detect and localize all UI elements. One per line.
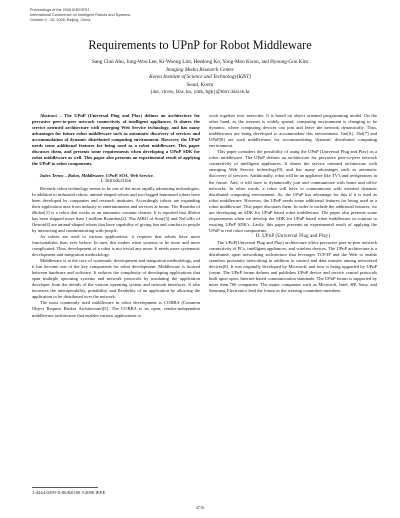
author-lab: Imaging Media Research Center bbox=[166, 66, 234, 73]
proceedings-header bbox=[30, 8, 130, 23]
proceedings-line-1: Proceedings of the 2006 IEEE/RSJ bbox=[30, 8, 90, 12]
proceedings-line-2: International Conference on Intelligent Robots and Systems bbox=[30, 13, 131, 17]
paper-title: Requirements to UPnP for Robot Middleware bbox=[88, 38, 312, 52]
intro-paragraph-3: Middleware is at the core of systematic development and integration methodology, and it has become one of the key components for robot development. Middleware is located between hardware and software. It reduces the complexity of developing applications that span multiple operating systems and network protocols by insulating the application developer from the details of the various operating system and network interfaces. It also increases the interoperability, portability, and flexibility of an application by allowing the application to be distributed over the network. bbox=[32, 258, 200, 300]
left-column bbox=[32, 113, 200, 319]
author-names: Sang Chul Ahn, Jung-Woo Lee, Ki-Woong Lim, Heedong Ko, Yong-Moo Kwon, and Hyoung-Gon Kim bbox=[91, 59, 308, 65]
intro-paragraph-2: As robots are used to various applications, it requires that robots have more functionalities than ever before. In turn, this makes robot systems to be more and more complicated. Thus, development of a robot is not trivial any more. It needs more systematic development and integration methodology. bbox=[32, 233, 200, 258]
page-number: 4716 bbox=[195, 505, 205, 510]
footer-rule bbox=[32, 487, 98, 488]
author-emails: {asc, ricow, lkw, ko, ymk, hgk}@imrc.kist.re.kr bbox=[150, 89, 250, 96]
author-block bbox=[0, 59, 400, 97]
abstract: Abstract – The UPnP (Universal Plug and Play) defines an architecture for pervasive peer-to-peer network connectivity of intelligent appliances. It shares the service oriented architecture with emerging Web Service technology, and has many advantages for future robot middleware such as automatic discovery of services and accommodation of dynamic distributed computing environment. However, the UPnP needs some additional features for being used as a robot middleware. This paper discusses them, and presents some requirements when developing a UPnP SDK for robot middleware as well. This paper also presents an experimental result of applying the UPnP to robot components. bbox=[32, 113, 200, 167]
right-column bbox=[209, 113, 377, 294]
right-paragraph-1: work together over networks. It is based on object oriented programming model. On the other hand, as the internet is widely spread, computing environment is changing to be dynamic, where computing devices can join and leave the network dynamically. Thus, middlewares are being developed to accommodate this environment. Jini[6], .Net[7] and UPnP[8] are such middlewares for accommodating 'dynamic' distributed computing environment. bbox=[209, 113, 377, 149]
upnp-paragraph-1: The UPnP(Universal Plug and Play) architecture offers pervasive peer-to-peer network connectivity of PCs, intelligent appliances, and wireless devices. The UPnP architecture is a distributed, open networking architecture that leverages TCP/IP and the Web to enable seamless proximity networking in addition to control and data transfer among networked devices[8]. It was originally developed by Microsoft, and now is being upgraded by UPnP forum. The UPnP forum defines and publishes UPnP device and service control protocols built upon open, Internet-based communication standards. The UPnP forum is supported by more than 760 companies. The major companies such as Microsoft, Intel, HP, Sony, and Samsung Electronics lead the forum as the steering committee members. bbox=[209, 239, 377, 294]
section-heading-upnp: II. UPnP (Universal Plug and Play) bbox=[255, 233, 331, 239]
intro-paragraph-1: Recently robot technology seems to be one of the most rapidly advancing technologies. In addition to industrial robots, animal-shaped robots and two-legged humanoid robots have been developed by companies and research institutes. Accordingly robots are expanding their application area from industry to entertainments and services at home. The Roomba of iRobot[1] is a robot that works as an automatic vacuum cleaner. It is reported that iRobot has been shipped more than 1 million Roombas[2]. The AIBO of Sony[3] and NeCoRo of Omron[4] are animal-shaped robots that have capability of giving fun and comfort to people by interacting and communicating with people. bbox=[32, 185, 200, 233]
index-terms: Index Terms – Robot, Middleware, UPnP, SOA, Web Service. bbox=[40, 173, 154, 179]
intro-paragraph-4: The most commonly used middleware in robot development is CORBA (Common Object Request Broker Architecture)[5]. The CORBA is an open, vendor-independent middleware architecture that enables various applications to bbox=[32, 300, 200, 318]
proceedings-line-3: October 9 - 15, 2006, Beijing, China bbox=[30, 18, 91, 22]
isbn-footer: 1-4244-0259-X/06/$20.00 ©2006 IEEE bbox=[32, 490, 106, 495]
right-paragraph-2: This paper considers the possibility of using the UPnP (Universal Plug and Play) as a robot middleware. The UPnP defines an architecture for pervasive peer-to-peer network connectivity of intelligent appliances. It shares the service oriented architecture with emerging Web Service technology[9], and has many advantages such as automatic discovery of services. Additionally, robot will be an appliance like TV's and refrigerators in the future. And, it will have to dynamically join and communicate with home and office networks. In other words, a robot will have to communicate with external dynamic distributed computing environment. So, the UPnP has advantage for this if it is used as robot middleware. However, the UPnP needs some additional features for being used as a robot middleware. This paper discusses them. In order to include the additional features, we are developing an SDK for UPnP based robot middleware. The paper also presents some requirements when we develop the SDK for UPnP based robot middleware in contrast to existing UPnP SDK's. Lastly, this paper presents an experimental result of applying the UPnP to real robot components. bbox=[209, 149, 377, 233]
section-heading-introduction: I. Introduction bbox=[100, 179, 132, 185]
author-city: Seoul, Korea bbox=[186, 81, 214, 88]
author-institute: Korea Institute of Science and Technology(KIST) bbox=[149, 74, 251, 81]
